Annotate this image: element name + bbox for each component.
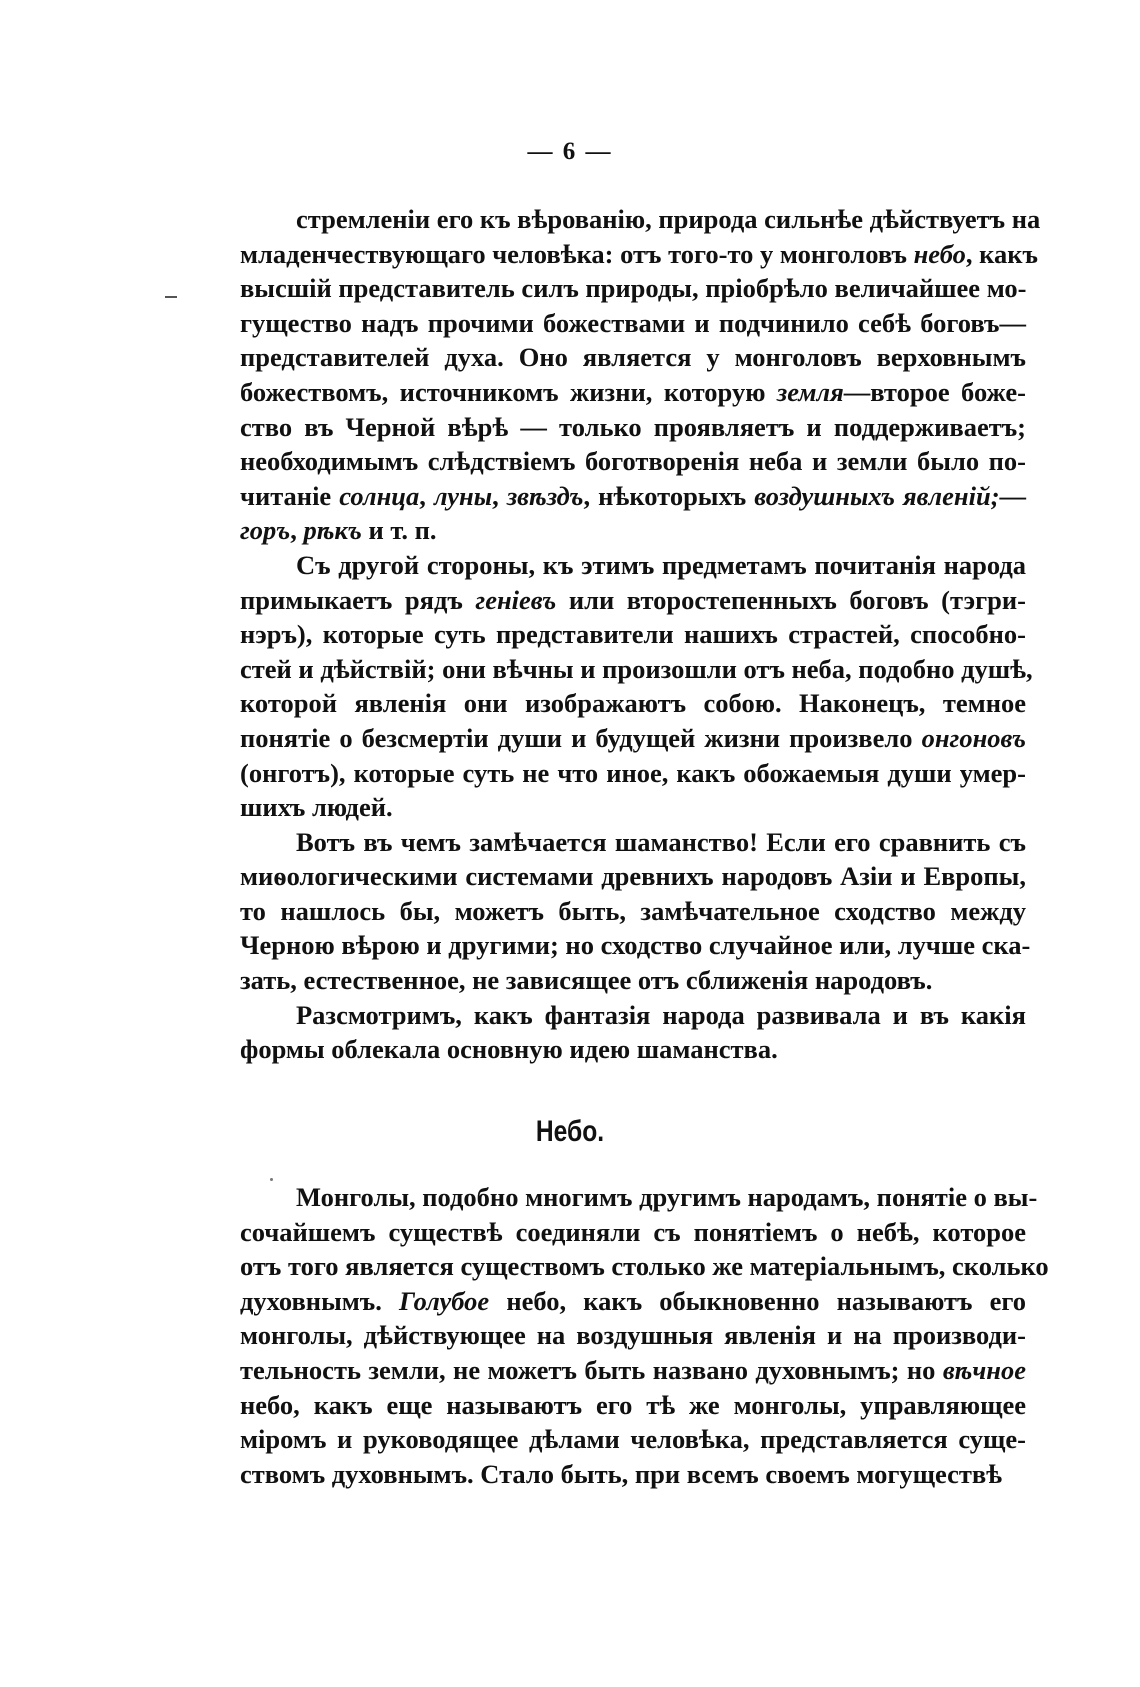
text-span: или второстепенныхъ боговъ (тэгри-: [556, 584, 1026, 615]
text-span: младенчествующаго человѣка: отъ того-то у монголовъ: [240, 238, 914, 269]
text-line: [240, 1032, 1026, 1067]
italic-text: геніевъ: [475, 584, 557, 615]
text-span: (онготъ), которые суть не что иное, какъ обожаемыя души умер-: [240, 757, 1026, 788]
text-span: необходимымъ слѣдствіемъ боготворенія неба и земли было по-: [240, 446, 1026, 477]
text-span: Черною вѣрою и другими; но сходство случайное или, лучше ска-: [240, 930, 1031, 961]
text-span: примыкаетъ рядъ: [240, 584, 476, 615]
text-span: ,: [290, 515, 304, 546]
italic-text: воздушныхъ явленій;: [754, 480, 1000, 511]
paragraph: [240, 202, 1041, 548]
text-line: [240, 963, 1026, 998]
italic-text: вѣчное: [942, 1354, 1026, 1385]
text-line: [240, 928, 1031, 963]
text-line: [240, 513, 1026, 548]
text-span: стремленіи его къ вѣрованію, природа сильнѣе дѣйствуетъ на: [296, 204, 1041, 234]
text-span: ствомъ духовнымъ. Стало быть, при всемъ своемъ могуществѣ: [240, 1458, 1003, 1489]
text-line: [240, 894, 1026, 929]
text-span: зать, естественное, не зависящее отъ сближенія народовъ.: [240, 965, 933, 996]
margin-dash-mark: [165, 296, 177, 298]
paragraph: [240, 548, 1033, 825]
text-span: небо, какъ еще называютъ его тѣ же монголы, управляющее: [240, 1389, 1026, 1420]
text-line: [240, 1249, 1049, 1284]
text-line: [240, 1180, 1038, 1215]
text-span: , какъ: [965, 238, 1038, 269]
text-line: [240, 1388, 1026, 1423]
text-line: [240, 444, 1026, 479]
section-heading: Небо.: [535, 1115, 605, 1148]
text-line: [240, 721, 1026, 756]
text-span: стей и дѣйствій; они вѣчны и произошли отъ неба, подобно душѣ,: [240, 653, 1033, 684]
text-span: божествомъ, источникомъ жизни, которую: [240, 376, 777, 407]
text-span: монголы, дѣйствующее на воздушныя явленія и на производи-: [240, 1320, 1026, 1351]
text-line: [240, 1353, 1026, 1388]
text-span: тельность земли, не можетъ быть названо духовнымъ; но: [240, 1354, 943, 1385]
text-span: нэръ), которые суть представители нашихъ страстей, способно-: [240, 619, 1026, 650]
text-line: [240, 410, 1026, 445]
text-span: Вотъ въ чемъ замѣчается шаманство! Если его сравнить съ: [296, 826, 1026, 857]
text-span: Разсмотримъ, какъ фантазія народа развивала и въ какія: [296, 999, 1026, 1030]
text-line: [240, 237, 1038, 272]
text-span: ,: [419, 480, 434, 511]
text-span: то нашлось бы, можетъ быть, замѣчательное сходство между: [240, 895, 1026, 926]
italic-text: луны: [434, 480, 493, 511]
text-span: формы облекала основную идею шаманства.: [240, 1034, 778, 1065]
text-span: которой явленія они изображаютъ собою. Наконецъ, темное: [240, 688, 1026, 719]
text-line: [240, 1457, 1026, 1492]
paragraph: [240, 825, 1031, 998]
italic-text: земля: [776, 376, 844, 407]
italic-text: онгоновъ: [921, 722, 1026, 753]
text-line: [240, 790, 1026, 825]
text-line: [240, 859, 1026, 894]
text-span: шихъ людей.: [240, 792, 393, 823]
text-span: Монголы, подобно многимъ другимъ народамъ, понятіе о вы-: [296, 1182, 1038, 1212]
text-span: читаніе: [240, 480, 340, 511]
text-span: духовнымъ.: [240, 1285, 400, 1316]
text-span: —второе боже-: [843, 376, 1026, 407]
text-line: [240, 1318, 1026, 1353]
text-line: [240, 548, 1026, 583]
main-text-top: [240, 202, 1041, 1067]
paragraph: [240, 1180, 1049, 1491]
text-line: [240, 271, 1026, 306]
text-span: сочайшемъ существѣ соединяли съ понятіемъ о небѣ, которое: [240, 1216, 1026, 1247]
text-span: Съ другой стороны, къ этимъ предметамъ почитанія народа: [296, 549, 1026, 580]
text-span: миѳологическими системами древнихъ народовъ Азіи и Европы,: [240, 861, 1026, 892]
paragraph: [240, 998, 1026, 1067]
text-span: —: [999, 480, 1027, 511]
text-span: міромъ и руководящее дѣлами человѣка, представляется суще-: [240, 1424, 1026, 1455]
text-line: [240, 1215, 1026, 1250]
text-span: отъ того является существомъ столько же матеріальнымъ, сколько: [240, 1251, 1049, 1282]
text-line: [240, 340, 1026, 375]
text-line: [240, 686, 1026, 721]
italic-text: рѣкъ: [303, 515, 362, 546]
text-line: [240, 756, 1026, 791]
page-number: — 6 —: [527, 138, 613, 165]
text-span: понятіе о безсмертіи души и будущей жизни произвело: [240, 722, 922, 753]
text-span: небо, какъ обыкновенно называютъ его: [489, 1285, 1026, 1316]
text-span: и т. п.: [361, 515, 437, 546]
italic-text: горъ: [240, 515, 291, 546]
italic-text: небо: [913, 238, 966, 269]
italic-text: Голубое: [399, 1285, 490, 1316]
text-line: [240, 617, 1026, 652]
text-span: ство въ Черной вѣрѣ — только проявляетъ и поддерживаетъ;: [240, 411, 1026, 442]
text-line: [240, 998, 1026, 1033]
text-span: гущество надъ прочими божествами и подчинило себѣ боговъ—: [240, 307, 1026, 338]
text-line: [240, 583, 1026, 618]
text-span: , нѣкоторыхъ: [583, 480, 755, 511]
text-line: [240, 1422, 1026, 1457]
text-span: высшій представитель силъ природы, пріобрѣло величайшее мо-: [240, 273, 1027, 304]
text-line: [240, 375, 1026, 410]
italic-text: солнца: [339, 480, 420, 511]
main-text-bottom: [240, 1180, 1049, 1491]
text-line: [240, 825, 1026, 860]
text-span: ,: [492, 480, 507, 511]
italic-text: звѣздъ: [506, 480, 584, 511]
text-line: [240, 202, 1041, 237]
text-line: [240, 1284, 1026, 1319]
text-line: [240, 479, 1026, 514]
text-line: [240, 306, 1026, 341]
text-span: представителей духа. Оно является у монголовъ верховнымъ: [240, 342, 1026, 373]
text-line: [240, 652, 1033, 687]
